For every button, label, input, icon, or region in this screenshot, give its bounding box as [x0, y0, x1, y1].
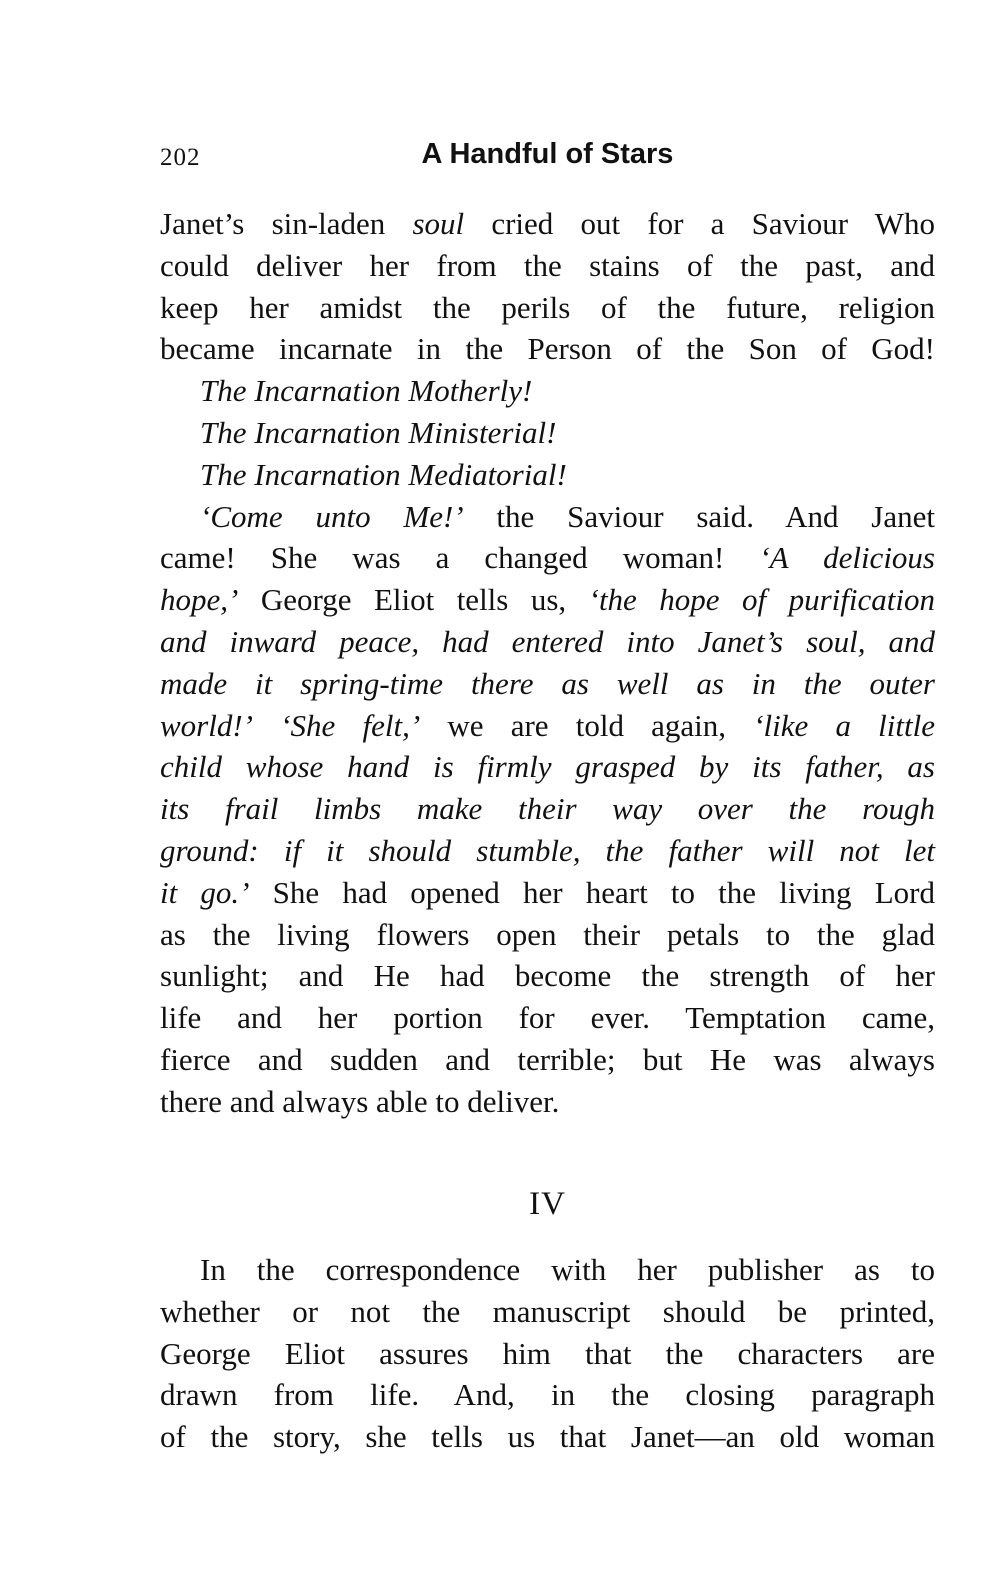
text-line-italic: The Incarnation Mediatorial!: [200, 456, 567, 492]
text-line: there and always able to deliver.: [160, 1083, 560, 1119]
running-title: A Handful of Stars: [421, 138, 674, 170]
text-line: keep her amidst the perils of the future, religion: [160, 289, 935, 325]
text-line-italic: The Incarnation Motherly!: [200, 373, 533, 409]
paragraph-block: [160, 203, 935, 1123]
text-line-italic: and inward peace, had entered into Janet’s soul, and: [160, 623, 935, 659]
text-line: whether or not the manuscript should be printed,: [160, 1293, 935, 1329]
text-line-italic: child whose hand is firmly grasped by its father, as: [160, 749, 935, 785]
text-line: became incarnate in the Person of the Son of God!: [160, 331, 935, 367]
text-line-italic: ground: if it should stumble, the father will not let: [160, 832, 935, 868]
text-line-italic: made it spring-time there as well as in the outer: [160, 665, 935, 701]
text-line: of the story, she tells us that Janet—an old woman: [160, 1419, 935, 1455]
text-line: life and her portion for ever. Temptation came,: [160, 1000, 935, 1036]
text-line: ‘Come unto Me!’ the Saviour said. And Janet: [200, 498, 935, 534]
page-number: 202: [160, 144, 201, 171]
section-heading: IV: [529, 1186, 566, 1222]
text-line-italic: The Incarnation Ministerial!: [200, 414, 557, 450]
page-header: [160, 138, 935, 182]
text-line: fierce and sudden and terrible; but He was always: [160, 1041, 935, 1077]
text-line: came! She was a changed woman! ‘A delicious: [160, 540, 935, 576]
text-line: In the correspondence with her publisher as to: [200, 1252, 935, 1287]
text-line: Janet’s sin-laden soul cried out for a Saviour Who: [160, 206, 935, 241]
text-line: as the living flowers open their petals to the glad: [160, 916, 935, 952]
text-line: George Eliot assures him that the characters are: [160, 1335, 935, 1371]
text-line: world!’ ‘She felt,’ we are told again, ‘like a little: [160, 707, 935, 743]
text-line: it go.’ She had opened her heart to the living Lord: [160, 874, 935, 910]
text-line: hope,’ George Eliot tells us, ‘the hope of purification: [160, 582, 935, 618]
text-line: could deliver her from the stains of the past, and: [160, 247, 935, 283]
text-line: drawn from life. And, in the closing paragraph: [160, 1377, 935, 1413]
text-line: sunlight; and He had become the strength of her: [160, 958, 935, 994]
paragraph-block: [160, 1249, 935, 1458]
text-line-italic: its frail limbs make their way over the rough: [160, 791, 935, 827]
